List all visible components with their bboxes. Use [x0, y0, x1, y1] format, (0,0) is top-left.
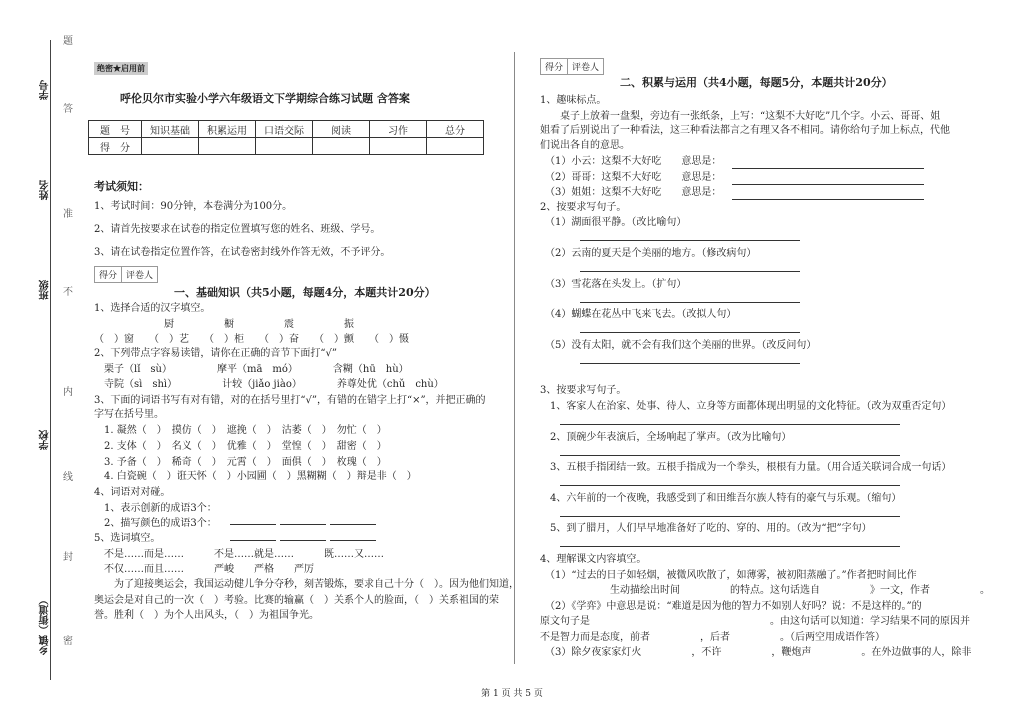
answer-blank[interactable]	[560, 546, 900, 547]
answer-blank[interactable]	[732, 199, 924, 200]
question-line: （1）小云：这梨不大好吃 意思是：	[540, 156, 722, 167]
answer-blank[interactable]	[580, 240, 800, 241]
section2-heading: 二、积累与运用（共4小题，每题5分，本题共计20分）	[620, 76, 893, 89]
column-divider	[514, 52, 515, 664]
table-cell: 阅读	[313, 121, 370, 138]
question-line: 不是智力而是态度，前者 ，后者 。（后两空用成语作答）	[540, 632, 885, 643]
question-line: （3）姐姐：这梨不大好吃 意思是：	[540, 187, 722, 198]
question-line: 4、词语对对碰。	[94, 487, 171, 498]
page-title: 呼伦贝尔市实验小学六年级语文下学期综合练习试题 含答案	[120, 92, 410, 105]
question-line: 5、到了腊月，人们早早地准备好了吃的、穿的、用的。（改为“把”字句）	[540, 523, 872, 534]
table-cell: 口语交际	[256, 121, 313, 138]
question-line: 原文句子是 。由这句话可以知道：学习结果不同的原因并	[540, 616, 970, 627]
question-line: 2、描写颜色的成语3个：	[94, 518, 217, 529]
answer-blank[interactable]	[580, 363, 800, 364]
table-row	[89, 121, 484, 138]
side-char: 内	[63, 387, 73, 398]
question-line: （1）“过去的日子如轻烟，被微风吹散了，如薄雾，被初阳蒸融了。”作者把时间比作	[540, 570, 917, 581]
notice-item: 3、请在试卷指定位置作答，在试卷密封线外作答无效，不予评分。	[94, 247, 391, 258]
score-cell[interactable]	[199, 138, 256, 155]
confidential-seal: 绝密★启用前	[94, 62, 148, 75]
question-line: 4. 白瓷碗（ ）诳天怀（ ）小园圃（ ）黑糊糊（ ）辩是非（ ）	[94, 471, 417, 482]
question-line: 为了迎接奥运会，我国运动健儿争分夺秒，刻苦锻炼，要求自己十分（ ）。因为他们知道，	[94, 579, 519, 590]
question-line: 3. 予备（ ） 稀奇（ ） 元霄（ ） 面俱（ ） 枚瑰（ ）	[94, 457, 387, 468]
side-char: 密	[63, 636, 73, 647]
table-cell: 知识基础	[142, 121, 199, 138]
question-line: 1、选择合适的汉字填空。	[94, 303, 211, 314]
question-line: 3、五根手指团结一致。五根手指成为一个拳头，根根有力量。（用合适关联词合成一句话）	[540, 462, 952, 473]
side-char: 答	[63, 104, 73, 115]
table-cell: 总分	[427, 121, 484, 138]
question-line: 4、六年前的一个夜晚，我感受到了和田维吾尔族人特有的豪气与乐观。（缩句）	[540, 493, 902, 504]
answer-blank[interactable]	[230, 540, 276, 541]
question-line: 4、理解课文内容填空。	[540, 554, 647, 565]
question-line: 誉。胜利（ ）为个人出风头，（ ）为祖国争光。	[94, 610, 319, 621]
side-char: 封	[63, 552, 73, 563]
answer-blank[interactable]	[580, 332, 800, 333]
question-line: （5）没有太阳，就不会有我们这个美丽的世界。（改反问句）	[540, 340, 817, 351]
scorer-score-label: 得分	[541, 59, 568, 74]
side-label-town: 乡镇（街道）	[40, 595, 51, 655]
question-line: （2）《学弈》中意思是说：“难道是因为他的智力不如别人好吗？说：不是这样的。”的	[540, 601, 922, 612]
question-line: （4）蝴蝶在花丛中飞来飞去。（改拟人句）	[540, 309, 737, 320]
answer-blank[interactable]	[560, 516, 900, 517]
score-table	[88, 120, 484, 155]
table-cell: 得 分	[89, 138, 142, 155]
question-line: 2. 支体（ ） 名义（ ） 优雅（ ） 堂惶（ ） 甜密（ ）	[94, 441, 387, 452]
side-char: 线	[63, 472, 73, 483]
question-line: 厨 橱 震 振	[94, 319, 354, 330]
question-line: 3、按要求写句子。	[540, 385, 627, 396]
question-line: 2、按要求写句子。	[540, 202, 627, 213]
question-line: 2、顶碗少年表演后，全场响起了掌声。（改为比喻句）	[540, 432, 792, 443]
answer-blank[interactable]	[732, 168, 924, 169]
scorer-score-label: 得分	[95, 267, 122, 282]
answer-blank[interactable]	[580, 271, 800, 272]
score-cell[interactable]	[256, 138, 313, 155]
question-line: 字写在括号里。	[94, 409, 164, 420]
binding-line	[50, 40, 51, 680]
side-char: 不	[63, 287, 73, 298]
question-line: 2、下列带点字容易读错，请你在正确的音节下面打“√”	[94, 348, 337, 359]
table-row	[89, 138, 484, 155]
notice-item: 1、考试时间：90分钟，本卷满分为100分。	[94, 201, 293, 212]
score-cell[interactable]	[313, 138, 370, 155]
question-line: 不仅……而且…… 严峻 严格 严厉	[94, 564, 314, 575]
score-cell[interactable]	[370, 138, 427, 155]
notice-heading: 考试须知：	[94, 180, 149, 193]
question-line: （3）除夕夜家家灯火 ，不许 ，鞭炮声 。在外边做事的人，除非	[540, 647, 972, 658]
section1-heading: 一、基础知识（共5小题，每题4分，本题共计20分）	[174, 286, 436, 299]
page-footer: 第 1 页 共 5 页	[481, 689, 543, 699]
answer-blank[interactable]	[330, 524, 376, 525]
question-line: （3）雪花落在头发上。（扩句）	[540, 279, 687, 290]
side-label-school: 学校	[40, 430, 51, 450]
question-line: 姐看了后别说出了一种看法，这三种看法都言之有理又各不相同。请你给句子加上标点，代他	[540, 125, 950, 136]
scorer-reviewer-label: 评卷人	[572, 63, 600, 73]
question-line: 1、趣味标点。	[540, 95, 607, 106]
table-cell: 题 号	[89, 121, 142, 138]
question-line: 5、选词填空。	[94, 533, 161, 544]
answer-blank[interactable]	[560, 485, 900, 486]
question-line: 寺院（sì shì） 计较（jiǎo jiào） 养尊处优（chǔ chù）	[94, 379, 444, 390]
question-line: （2）哥哥：这梨不大好吃 意思是：	[540, 172, 722, 183]
question-line: 1. 凝然（ ） 摸仿（ ） 遮挽（ ） 沽萎（ ） 勿忙（ ）	[94, 425, 387, 436]
answer-blank[interactable]	[560, 455, 900, 456]
question-line: 奥运会是对自己的一次（ ）考验。比赛的输赢（ ）关系个人的脸面，（ ）关系祖国的荣	[94, 595, 499, 606]
side-label-class: 班级	[40, 280, 51, 300]
question-line: 们说出各自的意思。	[540, 140, 630, 151]
table-cell: 习作	[370, 121, 427, 138]
answer-blank[interactable]	[560, 424, 900, 425]
question-line: 1、客家人在治家、处事、待人、立身等方面都体现出明显的文化特征。（改为双重否定句）	[540, 401, 952, 412]
question-line: （2）云南的夏天是个美丽的地方。（修改病句）	[540, 248, 757, 259]
question-line: 3、下面的词语书写有对有错，对的在括号里打“√”，有错的在错字上打“×”，并把正确的	[94, 395, 486, 406]
side-label-name: 姓名	[40, 180, 51, 200]
answer-blank[interactable]	[732, 184, 924, 185]
question-line: （ ）窗 （ ）艺 （ ）柜 （ ）奋 （ ）颤 （ ）慑	[94, 334, 409, 345]
scorer-box	[540, 58, 604, 75]
question-line: （1）湖面很平静。（改比喻句）	[540, 217, 687, 228]
score-cell[interactable]	[427, 138, 484, 155]
side-char: 题	[63, 36, 73, 47]
score-cell[interactable]	[142, 138, 199, 155]
table-cell: 积累运用	[199, 121, 256, 138]
answer-blank[interactable]	[280, 524, 326, 525]
answer-blank[interactable]	[580, 302, 800, 303]
notice-item: 2、请首先按要求在试卷的指定位置填写您的姓名、班级、学号。	[94, 224, 381, 235]
side-char: 准	[63, 209, 73, 220]
question-line: 栗子（lǐ sù） 摩平（mā mó） 含糊（hū hù）	[94, 364, 409, 375]
question-line: 生动描绘出时间 的特点。这句话选自 》一文，作者 。	[540, 585, 990, 596]
answer-blank[interactable]	[230, 524, 276, 525]
answer-blank[interactable]	[330, 540, 376, 541]
scorer-reviewer-label: 评卷人	[126, 271, 154, 281]
answer-blank[interactable]	[280, 540, 326, 541]
side-label-student-no: 学号	[40, 80, 51, 100]
question-line: 不是……而是…… 不是……就是…… 既……又……	[94, 549, 384, 560]
question-line: 桌子上放着一盘梨，旁边有一张纸条，上写：“这梨不大好吃”几个字。小云、哥哥、姐	[540, 111, 941, 122]
scorer-box	[94, 266, 158, 283]
question-line: 1、表示创新的成语3个：	[94, 503, 217, 514]
